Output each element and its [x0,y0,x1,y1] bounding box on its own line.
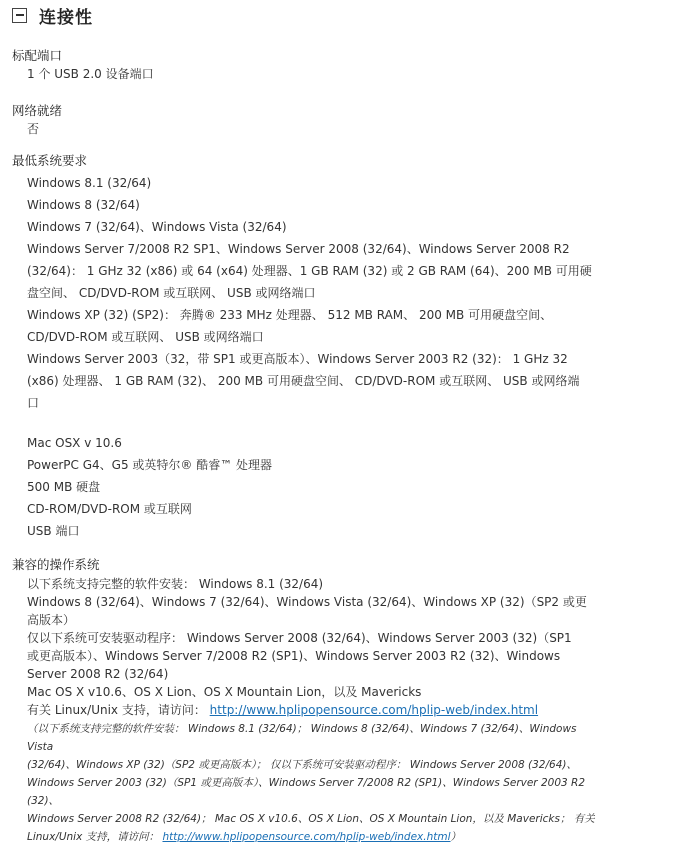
compat-line: Windows 8 (32/64)、Windows 7 (32/64)、Windows Vista (32/64)、Windows XP (32)（SP2 或更 [27,595,587,609]
footnote-line: Windows Server 2008 R2 (32/64)； Mac OS X v10.6、OS X Lion、OS X Mountain Lion，以及 Mavericks； 有关 [27,813,595,825]
requirement-line: (32/64)： 1 GHz 32 (x86) 或 64 (x64) 处理器、1 GB RAM (32) 或 2 GB RAM (64)、200 MB 可用硬 [27,264,592,278]
hplip-link[interactable]: http://www.hplipopensource.com/hplip-web/index.html [209,703,539,717]
compat-line: Mac OS X v10.6、OS X Lion、OS X Mountain Lion，以及 Mavericks [27,685,422,699]
requirement-line: CD-ROM/DVD-ROM 或互联网 [27,502,192,516]
linux-support-line [27,701,602,719]
spec-label: 最低系统要求 [12,153,88,168]
hplip-footnote-link[interactable]: http://www.hplipopensource.com/hplip-web/index.html [162,831,451,843]
footnote-line-last [27,828,602,846]
requirement-line: 口 [27,396,40,410]
spec-label: 兼容的操作系统 [12,557,100,572]
requirement-line: 500 MB 硬盘 [27,480,101,494]
compat-line: 或更高版本）、Windows Server 7/2008 R2 (SP1)、Windows Server 2003 R2 (32)、Windows [27,649,561,663]
linux-support-prefix: 有关 Linux/Unix 支持，请访问： [27,703,206,717]
requirement-line: Mac OSX v 10.6 [27,436,122,450]
requirement-line: Windows XP (32) (SP2)： 奔腾® 233 MHz 处理器、 512 MB RAM、 200 MB 可用硬盘空间、 [27,308,553,322]
footnote-suffix: ） [450,831,462,843]
standard-ports-spec [12,47,612,83]
section-header [12,4,93,26]
network-ready-spec [12,102,612,138]
footnote-line: (32/64)、Windows XP (32)（SP2 或更高版本）； 仅以下系统可安装驱动程序： Windows Server 2008 (32/64)、 [27,759,577,771]
requirement-line: (x86) 处理器、 1 GB RAM (32)、 200 MB 可用硬盘空间、 CD/DVD-ROM 或互联网、 USB 或网络端 [27,374,580,388]
windows-requirements-list [27,172,607,414]
requirement-line: Windows 8.1 (32/64) [27,176,152,190]
requirement-line: Windows Server 2003（32，带 SP1 或更高版本）、Windows Server 2003 R2 (32)： 1 GHz 32 [27,352,568,366]
compatible-os-label-wrap [12,556,612,574]
spec-label: 标配端口 [12,48,63,63]
footnote-line: （以下系统支持完整的软件安装： Windows 8.1 (32/64)； Windows 8 (32/64)、Windows 7 (32/64)、Windows Vista [27,723,577,753]
requirement-line: Windows 8 (32/64) [27,198,140,212]
compatible-os-list [27,575,602,719]
requirement-line: PowerPC G4、G5 或英特尔® 酷睿™ 处理器 [27,458,273,472]
mac-requirements-list [27,432,607,542]
footnote-prefix: Linux/Unix 支持，请访问： [27,831,160,843]
min-requirements-label-wrap [12,152,612,170]
spec-label: 网络就绪 [12,103,63,118]
footnote-line: Windows Server 2003 (32)（SP1 或更高版本）、Windows Server 7/2008 R2 (SP1)、Windows Server 2003 R2 (32)、 [27,777,586,807]
requirement-line: 盘空间、 CD/DVD-ROM 或互联网、 USB 或网络端口 [27,286,316,300]
requirement-line: Windows Server 7/2008 R2 SP1、Windows Server 2008 (32/64)、Windows Server 2008 R2 [27,242,570,256]
compat-line: 以下系统支持完整的软件安装： Windows 8.1 (32/64) [27,577,324,591]
requirement-line: Windows 7 (32/64)、Windows Vista (32/64) [27,220,287,234]
spec-value: 1 个 USB 2.0 设备端口 [27,67,154,81]
compat-line: Server 2008 R2 (32/64) [27,667,169,681]
compat-line: 高版本） [27,613,76,627]
spec-value: 否 [27,122,40,136]
compat-line: 仅以下系统可安装驱动程序： Windows Server 2008 (32/64)、Windows Server 2003 (32)（SP1 [27,631,572,645]
requirement-line: CD/DVD-ROM 或互联网、 USB 或网络端口 [27,330,264,344]
section-title: 连接性 [39,7,93,28]
compat-footnote [27,720,602,846]
requirement-line: USB 端口 [27,524,80,538]
collapse-toggle-icon[interactable] [12,8,27,23]
